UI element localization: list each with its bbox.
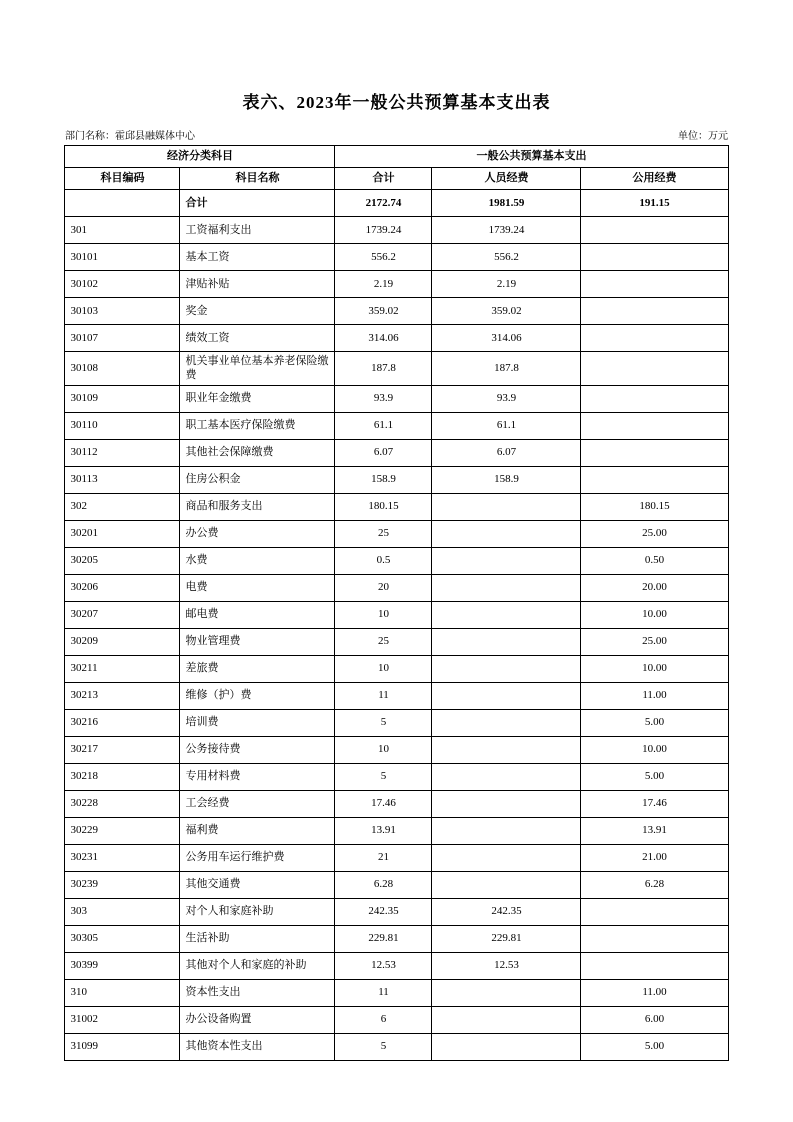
cell-personnel: 61.1 [432,412,581,439]
table-row [65,298,728,325]
table-row [65,493,728,520]
cell-code: 30211 [65,655,180,682]
table-row [65,790,728,817]
cell-personnel [432,763,581,790]
cell-personnel [432,655,581,682]
table-row [65,817,728,844]
cell-public: 10.00 [581,655,728,682]
table-row [65,385,728,412]
cell-public [581,898,728,925]
cell-public [581,466,728,493]
cell-total: 2.19 [335,271,432,298]
cell-code: 30399 [65,952,180,979]
cell-personnel [432,871,581,898]
table-row [65,709,728,736]
cell-name: 培训费 [180,709,335,736]
cell-personnel [432,1033,581,1060]
cell-name: 职工基本医疗保险缴费 [180,412,335,439]
cell-public [581,385,728,412]
table-row [65,520,728,547]
cell-code: 31002 [65,1006,180,1033]
cell-total: 93.9 [335,385,432,412]
cell-public: 0.50 [581,547,728,574]
cell-total: 25 [335,628,432,655]
cell-personnel: 2.19 [432,271,581,298]
cell-total: 6 [335,1006,432,1033]
table-row [65,601,728,628]
cell-public: 5.00 [581,763,728,790]
table-row [65,655,728,682]
cell-total: 5 [335,1033,432,1060]
cell-public [581,352,728,386]
cell-total: 13.91 [335,817,432,844]
page-title: 表六、2023年一般公共预算基本支出表 [242,93,551,112]
cell-personnel: 12.53 [432,952,581,979]
cell-total: 61.1 [335,412,432,439]
table-row [65,412,728,439]
table-row [65,844,728,871]
cell-total: 158.9 [335,466,432,493]
table-row [65,271,728,298]
cell-name: 生活补助 [180,925,335,952]
cell-code: 30103 [65,298,180,325]
cell-personnel: 359.02 [432,298,581,325]
cell-public: 10.00 [581,736,728,763]
cell-total: 180.15 [335,493,432,520]
cell-personnel [432,682,581,709]
cell-personnel [432,1006,581,1033]
table-body [65,217,728,1061]
column-header-subject-code: 科目编码 [65,168,180,190]
cell-total: 5 [335,709,432,736]
cell-total: 20 [335,574,432,601]
cell-personnel [432,736,581,763]
header-economic-classification: 经济分类科目 [65,146,335,168]
cell-code: 30216 [65,709,180,736]
cell-total: 5 [335,763,432,790]
column-header-total: 合计 [335,168,432,190]
table-row [65,217,728,244]
cell-name: 商品和服务支出 [180,493,335,520]
cell-public [581,217,728,244]
cell-public: 21.00 [581,844,728,871]
cell-code: 301 [65,217,180,244]
cell-name: 其他对个人和家庭的补助 [180,952,335,979]
header-columns-row [65,168,728,190]
cell-personnel [432,709,581,736]
table-row [65,325,728,352]
cell-name: 机关事业单位基本养老保险缴费 [180,352,335,386]
cell-total: 1739.24 [335,217,432,244]
cell-public [581,325,728,352]
cell-personnel: 242.35 [432,898,581,925]
table-row [65,736,728,763]
cell-name: 工会经费 [180,790,335,817]
cell-total: 17.46 [335,790,432,817]
table-row [65,244,728,271]
cell-code: 30209 [65,628,180,655]
total-code-cell [65,190,180,217]
department-name-label: 部门名称：霍邱县融媒体中心 [65,131,195,142]
cell-code: 30205 [65,547,180,574]
header-general-budget-expenditure: 一般公共预算基本支出 [335,146,728,168]
cell-public: 13.91 [581,817,728,844]
cell-personnel: 314.06 [432,325,581,352]
cell-total: 314.06 [335,325,432,352]
total-personnel-cell: 1981.59 [432,190,581,217]
cell-public: 17.46 [581,790,728,817]
cell-code: 30113 [65,466,180,493]
table-row [65,979,728,1006]
cell-name: 维修（护）费 [180,682,335,709]
cell-personnel: 229.81 [432,925,581,952]
header-group-row [65,146,728,168]
cell-code: 303 [65,898,180,925]
cell-personnel [432,979,581,1006]
cell-code: 30107 [65,325,180,352]
cell-public [581,271,728,298]
cell-code: 30229 [65,817,180,844]
cell-code: 30231 [65,844,180,871]
cell-personnel [432,520,581,547]
cell-personnel [432,574,581,601]
cell-name: 物业管理费 [180,628,335,655]
cell-public: 25.00 [581,628,728,655]
cell-name: 基本工资 [180,244,335,271]
cell-name: 差旅费 [180,655,335,682]
cell-code: 30217 [65,736,180,763]
cell-name: 津贴补贴 [180,271,335,298]
table-row [65,952,728,979]
cell-code: 302 [65,493,180,520]
cell-total: 242.35 [335,898,432,925]
table-row [65,547,728,574]
cell-personnel: 6.07 [432,439,581,466]
unit-label: 单位：万元 [678,131,728,142]
meta-row [65,127,728,142]
cell-name: 工资福利支出 [180,217,335,244]
total-public-cell: 191.15 [581,190,728,217]
cell-public [581,925,728,952]
table-row [65,1033,728,1060]
table-row [65,574,728,601]
cell-code: 30218 [65,763,180,790]
cell-name: 电费 [180,574,335,601]
table-row [65,925,728,952]
cell-total: 21 [335,844,432,871]
column-header-subject-name: 科目名称 [180,168,335,190]
cell-name: 对个人和家庭补助 [180,898,335,925]
cell-public: 11.00 [581,682,728,709]
cell-code: 310 [65,979,180,1006]
cell-public: 6.00 [581,1006,728,1033]
cell-name: 办公费 [180,520,335,547]
grand-total-row [65,190,728,217]
cell-name: 专用材料费 [180,763,335,790]
cell-name: 水费 [180,547,335,574]
cell-public [581,412,728,439]
table-row [65,352,728,386]
cell-personnel [432,817,581,844]
cell-total: 6.07 [335,439,432,466]
cell-total: 11 [335,979,432,1006]
cell-personnel [432,601,581,628]
cell-name: 住房公积金 [180,466,335,493]
cell-personnel: 93.9 [432,385,581,412]
cell-personnel: 556.2 [432,244,581,271]
cell-public: 20.00 [581,574,728,601]
cell-public [581,298,728,325]
cell-personnel [432,790,581,817]
cell-personnel: 158.9 [432,466,581,493]
cell-public: 25.00 [581,520,728,547]
cell-public: 5.00 [581,709,728,736]
cell-total: 11 [335,682,432,709]
cell-name: 福利费 [180,817,335,844]
cell-public: 180.15 [581,493,728,520]
cell-name: 奖金 [180,298,335,325]
budget-table [64,145,728,1061]
cell-personnel [432,844,581,871]
cell-personnel [432,628,581,655]
cell-code: 30201 [65,520,180,547]
cell-public: 10.00 [581,601,728,628]
cell-code: 31099 [65,1033,180,1060]
cell-total: 12.53 [335,952,432,979]
cell-total: 10 [335,736,432,763]
cell-public [581,952,728,979]
cell-code: 30228 [65,790,180,817]
cell-public [581,439,728,466]
cell-public: 6.28 [581,871,728,898]
cell-personnel [432,493,581,520]
table-row [65,682,728,709]
cell-personnel: 187.8 [432,352,581,386]
cell-code: 30108 [65,352,180,386]
cell-code: 30213 [65,682,180,709]
cell-name: 办公设备购置 [180,1006,335,1033]
cell-name: 邮电费 [180,601,335,628]
cell-total: 187.8 [335,352,432,386]
total-amount-cell: 2172.74 [335,190,432,217]
cell-name: 其他交通费 [180,871,335,898]
cell-code: 30112 [65,439,180,466]
cell-name: 公务接待费 [180,736,335,763]
cell-name: 公务用车运行维护费 [180,844,335,871]
cell-name: 其他社会保障缴费 [180,439,335,466]
table-row [65,628,728,655]
cell-name: 绩效工资 [180,325,335,352]
cell-personnel [432,547,581,574]
table-row [65,871,728,898]
table-row [65,466,728,493]
cell-total: 0.5 [335,547,432,574]
column-header-public-funds: 公用经费 [581,168,728,190]
cell-total: 10 [335,601,432,628]
cell-public [581,244,728,271]
column-header-personnel-funds: 人员经费 [432,168,581,190]
total-name-cell: 合计 [180,190,335,217]
cell-name: 资本性支出 [180,979,335,1006]
cell-code: 30305 [65,925,180,952]
table-row [65,898,728,925]
cell-personnel: 1739.24 [432,217,581,244]
cell-public: 5.00 [581,1033,728,1060]
cell-total: 10 [335,655,432,682]
cell-code: 30207 [65,601,180,628]
cell-total: 556.2 [335,244,432,271]
table-row [65,439,728,466]
cell-code: 30110 [65,412,180,439]
cell-code: 30109 [65,385,180,412]
table-row [65,1006,728,1033]
cell-total: 229.81 [335,925,432,952]
cell-code: 30101 [65,244,180,271]
cell-name: 其他资本性支出 [180,1033,335,1060]
cell-total: 25 [335,520,432,547]
cell-code: 30206 [65,574,180,601]
cell-public: 11.00 [581,979,728,1006]
cell-name: 职业年金缴费 [180,385,335,412]
cell-total: 6.28 [335,871,432,898]
cell-total: 359.02 [335,298,432,325]
cell-code: 30239 [65,871,180,898]
cell-code: 30102 [65,271,180,298]
table-row [65,763,728,790]
